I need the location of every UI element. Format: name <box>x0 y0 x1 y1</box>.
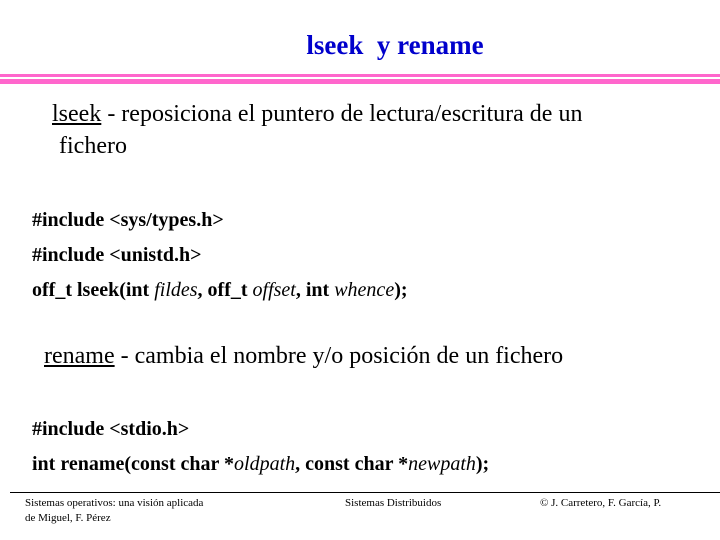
footer-copyright: © J. Carretero, F. García, P. <box>540 497 662 509</box>
lseek-name: lseek <box>52 101 102 127</box>
lseek-description-cont: fichero <box>59 133 127 159</box>
lseek-sig-suffix: ); <box>394 279 408 301</box>
lseek-include-unistd: #include <unistd.h> <box>32 244 202 266</box>
lseek-include-types: #include <sys/types.h> <box>32 209 224 231</box>
slide-title <box>0 30 720 61</box>
slide-title-text: lseek y rename <box>306 30 484 60</box>
title-rule-thin <box>0 74 720 77</box>
title-rule-thick <box>0 79 720 84</box>
lseek-description-text: - reposiciona el puntero de lectura/escritura de un <box>101 101 583 127</box>
footer-book-credit <box>25 496 203 526</box>
footer-book-line2: de Miguel, F. Pérez <box>25 512 111 524</box>
lseek-description <box>52 98 692 162</box>
rename-sig-prefix: int rename(const char * <box>32 453 235 475</box>
rename-sig-mid1: , const char * <box>295 453 409 475</box>
lseek-sig-prefix: off_t lseek(int <box>32 279 155 301</box>
lseek-arg-whence: whence <box>334 279 395 301</box>
rename-arg-newpath: newpath <box>408 453 476 475</box>
rename-description <box>44 340 684 372</box>
lseek-arg-fildes: fildes <box>154 279 198 301</box>
lseek-sig-mid1: , off_t <box>197 279 253 301</box>
rename-description-text: - cambia el nombre y/o posición de un fichero <box>114 343 564 369</box>
footer-course: Sistemas Distribuidos <box>345 497 442 509</box>
rename-arg-oldpath: oldpath <box>234 453 296 475</box>
footer-book-line1: Sistemas operativos: una visión aplicada <box>25 497 204 509</box>
rename-sig-suffix: ); <box>475 453 490 475</box>
rename-signature <box>32 447 489 482</box>
rename-code-block <box>32 412 489 482</box>
footer-divider <box>10 492 720 493</box>
lseek-sig-mid2: , int <box>295 279 335 301</box>
lseek-signature <box>32 273 408 308</box>
rename-name: rename <box>44 343 115 369</box>
lseek-code-block <box>32 203 408 308</box>
rename-include-stdio: #include <stdio.h> <box>32 418 190 440</box>
lseek-arg-offset: offset <box>252 279 296 301</box>
